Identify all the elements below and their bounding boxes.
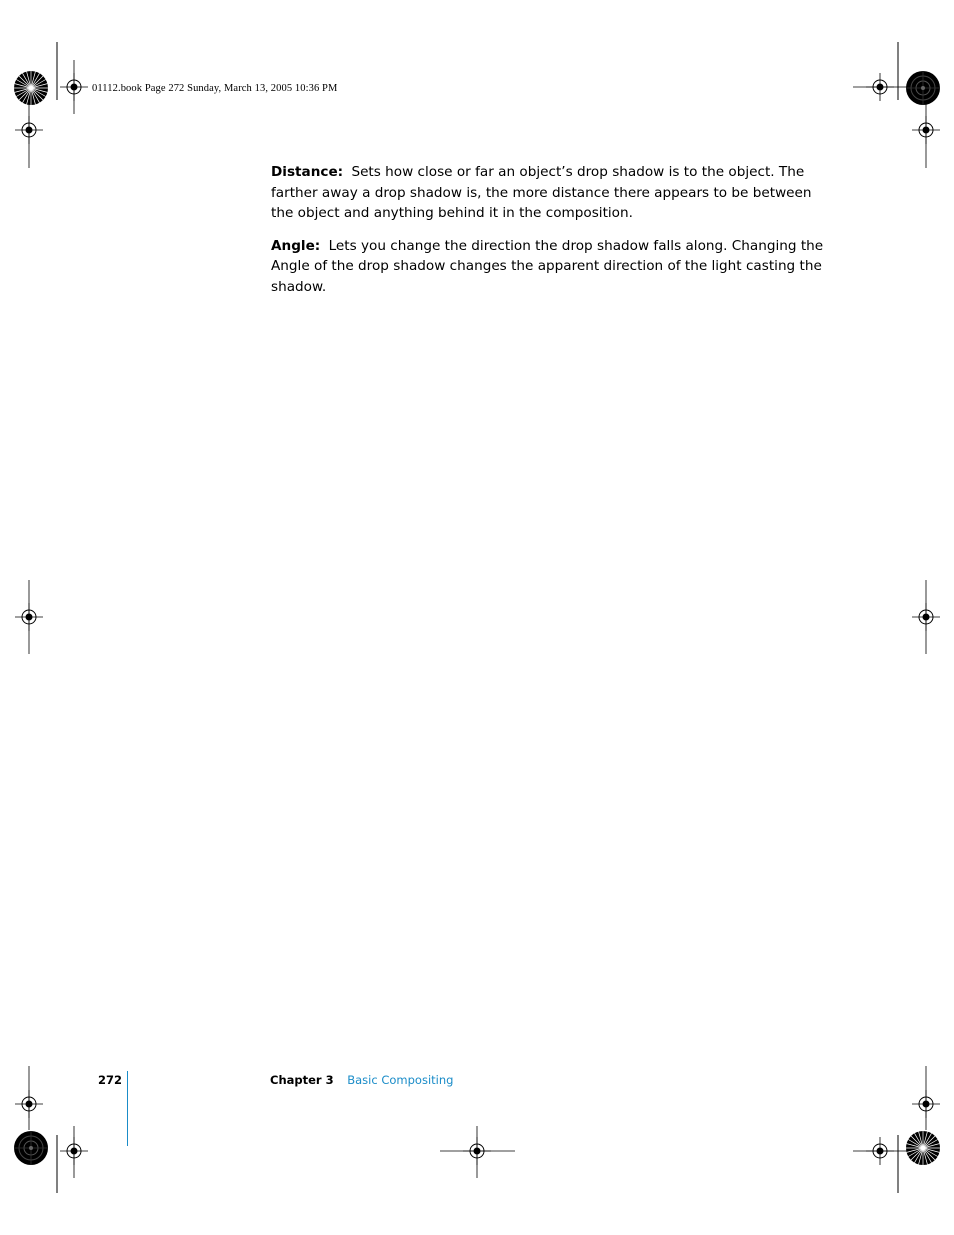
term-angle: Angle:: [271, 237, 321, 254]
paragraph-distance: [271, 162, 831, 224]
definition-distance: Sets how close or far an object’s drop shadow is to the object. The farther away a drop shadow is, the more distance there appears to be between the object and anything behind it in the composition.: [271, 164, 812, 222]
chapter-title: Basic Compositing: [347, 1073, 454, 1087]
print-slug: 01112.book Page 272 Sunday, March 13, 2005 10:36 PM: [92, 83, 338, 94]
body-text: [271, 162, 831, 310]
footer-divider: [127, 1071, 128, 1146]
paragraph-angle: [271, 236, 831, 298]
page-number: 272: [98, 1073, 123, 1087]
chapter-label: Chapter 3: [270, 1073, 334, 1087]
term-distance: Distance:: [271, 164, 344, 180]
footer-chapter: [270, 1073, 453, 1087]
definition-angle: Lets you change the direction the drop shadow falls along. Changing the Angle of the drop shadow changes the apparent direction of the light casting the shadow.: [271, 237, 824, 295]
